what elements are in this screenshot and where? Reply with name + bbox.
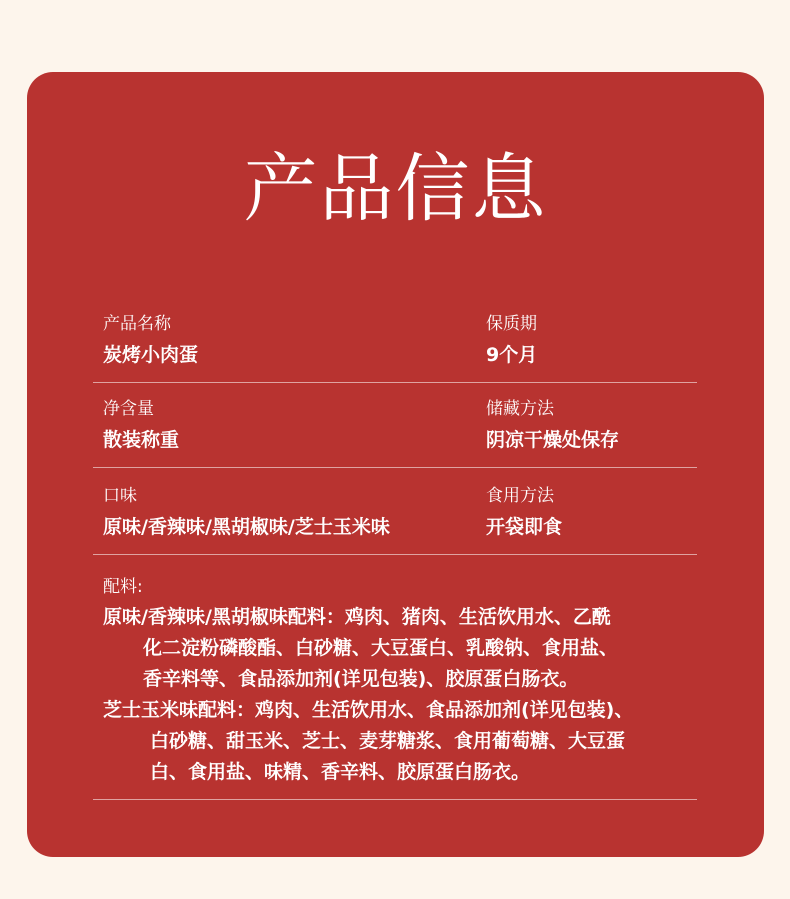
storage-value: 阴凉干燥处保存 — [486, 429, 620, 451]
product-info-card — [27, 72, 764, 857]
usage-value: 开袋即食 — [486, 516, 563, 538]
shelf-life-cell — [486, 312, 537, 368]
net-weight-label: 净含量 — [103, 399, 154, 419]
shelf-life-label: 保质期 — [486, 314, 537, 334]
ingredients-line: 香辛料等、食品添加剂(详见包装)、胶原蛋白肠衣。 — [143, 668, 579, 690]
ingredients-line: 白、食用盐、味精、香辛料、胶原蛋白肠衣。 — [150, 761, 531, 783]
ingredients-line: 化二淀粉磷酸酯、白砂糖、大豆蛋白、乳酸钠、食用盐、 — [143, 637, 619, 659]
product-name-label: 产品名称 — [103, 314, 171, 334]
flavor-cell — [103, 484, 390, 540]
ingredients-line: 白砂糖、甜玉米、芝士、麦芽糖浆、食用葡萄糖、大豆蛋 — [150, 730, 626, 752]
info-row-weight-storage — [93, 397, 697, 468]
flavor-value: 原味/香辣味/黑胡椒味/芝士玉米味 — [103, 516, 390, 538]
info-row-flavor-usage — [93, 484, 697, 555]
product-name-cell — [103, 312, 198, 368]
usage-label: 食用方法 — [486, 486, 554, 506]
info-row-name-shelf-life — [93, 312, 697, 383]
storage-cell — [486, 397, 619, 453]
storage-label: 储藏方法 — [486, 399, 554, 419]
product-name-value: 炭烤小肉蛋 — [103, 344, 199, 366]
net-weight-cell — [103, 397, 179, 453]
divider — [93, 799, 697, 800]
net-weight-value: 散装称重 — [103, 429, 180, 451]
shelf-life-value: 9个月 — [486, 344, 538, 366]
ingredients-section — [103, 575, 703, 788]
page-title: 产品信息 — [243, 146, 548, 232]
usage-cell — [486, 484, 562, 540]
ingredients-line: 原味/香辣味/黑胡椒味配料：鸡肉、猪肉、生活饮用水、乙酰 — [103, 606, 611, 628]
flavor-label: 口味 — [103, 486, 137, 506]
ingredients-label: 配料: — [103, 577, 143, 597]
ingredients-line: 芝士玉米味配料：鸡肉、生活饮用水、食品添加剂(详见包装)、 — [103, 699, 634, 721]
